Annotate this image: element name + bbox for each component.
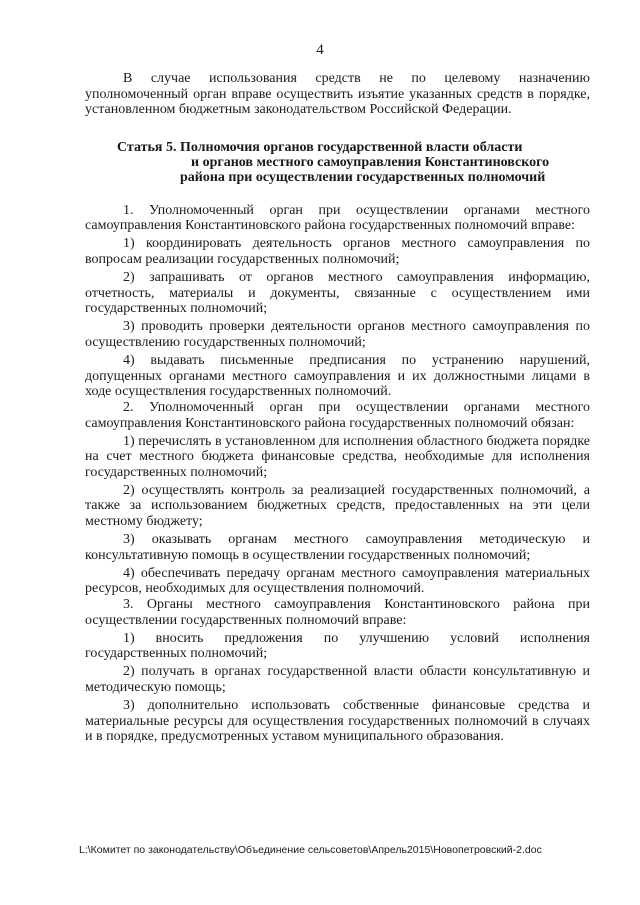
clause-1-item-2: 2) запрашивать от органов местного самоуправления информацию, отчетность, материалы и документы, связанные с осуществлением ими государственных полномочий; [85,270,590,317]
clause-1: 1. Уполномоченный орган при осуществлении органами местного самоуправления Константиновского района государственных полномочий вправе: [85,202,590,234]
footer-file-path: L:\Комитет по законодательству\Объединение сельсоветов\Апрель2015\Новопетровский-2.doc [79,844,542,856]
article-title-line-1: Статья 5. Полномочия органов государственной власти области [117,139,523,155]
page-number: 4 [316,42,324,58]
article-title-line-3: района при осуществлении государственных полномочий [180,169,546,185]
clause-2: 2. Уполномоченный орган при осуществлении органами местного самоуправления Константиновского района государственных полномочий обязан: [85,399,590,431]
clause-3: 3. Органы местного самоуправления Константиновского района при осуществлении государственных полномочий вправе: [85,597,590,628]
clause-2-item-2: 2) осуществлять контроль за реализацией государственных полномочий, а также за использованием бюджетных средств, предоставленных на эти цели местному бюджету; [85,482,590,530]
clause-1-item-3: 3) проводить проверки деятельности органов местного самоуправления по осуществлению государственных полномочий; [85,319,590,351]
clause-2-item-4: 4) обеспечивать передачу органам местного самоуправления материальных ресурсов, необходимых для осуществления полномочий. [85,565,590,597]
clause-1-item-4: 4) выдавать письменные предписания по устранению нарушений, допущенных органами местного самоуправления и их должностными лицами в ходе осуществления государственных полномочий. [85,353,590,400]
clause-1-item-1: 1) координировать деятельность органов местного самоуправления по вопросам реализации государственных полномочий; [85,236,590,268]
clause-3-item-3: 3) дополнительно использовать собственные финансовые средства и материальные ресурсы для осуществления государственных полномочий в случаях и в порядке, предусмотренных уставом муниципального образования. [85,698,590,745]
clause-2-item-3: 3) оказывать органам местного самоуправления методическую и консультативную помощь в осуществлении государственных полномочий; [85,532,590,563]
document-body [85,71,590,745]
clause-3-item-1: 1) вносить предложения по улучшению условий исполнения государственных полномочий; [85,630,590,662]
intro-paragraph: В случае использования средств не по целевому назначению уполномоченный орган вправе осуществить изъятие указанных средств в порядке, установленном бюджетным законодательством Российской Федерации. [85,71,590,118]
clause-2-item-1: 1) перечислять в установленном для исполнения областного бюджета порядке на счет местного бюджета финансовые средства, необходимые для исполнения государственных полномочий; [85,433,590,480]
clause-3-item-2: 2) получать в органах государственной власти области консультативную и методическую помощь; [85,664,590,695]
article-title-line-2: и органов местного самоуправления Константиновского [191,154,550,170]
article-heading [85,140,590,185]
